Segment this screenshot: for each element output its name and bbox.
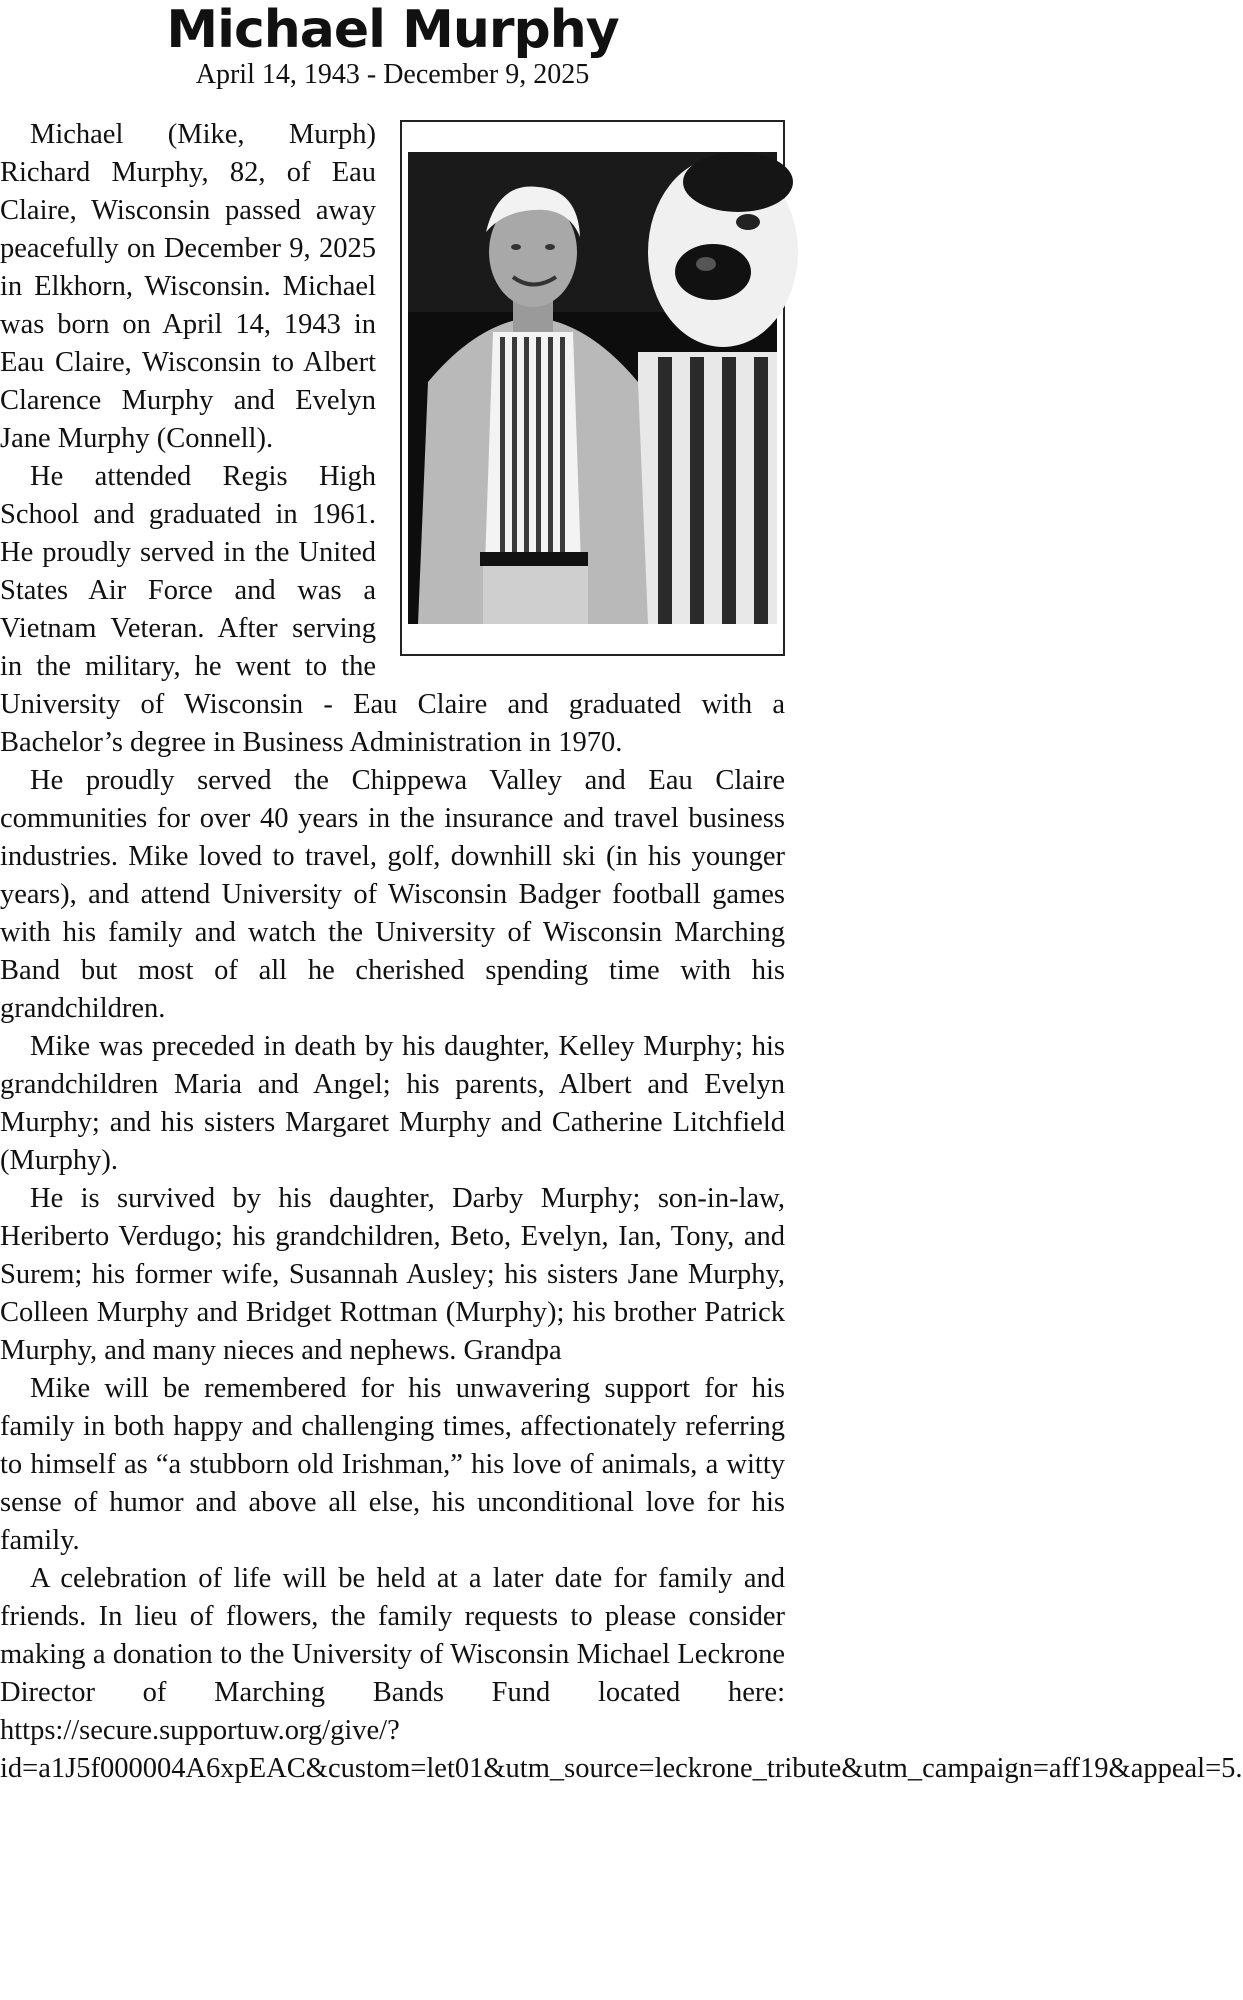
obituary-paragraph: Mike was preceded in death by his daughter, Kelley Murphy; his grandchildren Maria and Angel; his parents, Albert and Evelyn Murphy; and his sisters Margaret Murphy and Catherine Litchfield (Murphy). (0, 1031, 785, 1176)
portrait-photo-frame (400, 120, 785, 656)
obituary-paragraph: He attended Regis High School and graduated in 1961. He proudly served in the United States Air Force and was a Vietnam Veteran. After serving in the military, he went to the University of Wisconsin - Eau Claire and graduated with a Bachelor’s degree in Business Administration in 1970. (0, 461, 785, 758)
life-dates: April 14, 1943 - December 9, 2025 (195, 59, 590, 90)
deceased-name: Michael Murphy (166, 0, 619, 60)
obituary-paragraph: Mike will be remembered for his unwavering support for his family in both happy and challenging times, affectionately referring to himself as “a stubborn old Irishman,” his love of animals, a witty sense of humor and above all else, his unconditional love for his family. (0, 1373, 785, 1556)
obituary-paragraph: He is survived by his daughter, Darby Murphy; son-in-law, Heriberto Verdugo; his grandchildren, Beto, Evelyn, Ian, Tony, and Surem; his former wife, Susannah Ausley; his sisters Jane Murphy, Colleen Murphy and Bridget Rottman (Murphy); his brother Patrick Murphy, and many nieces and nephews. Grandpa (0, 1183, 785, 1366)
obituary-paragraph: He proudly served the Chippewa Valley and Eau Claire communities for over 40 years in the insurance and travel business industries. Mike loved to travel, golf, downhill ski (in his younger years), and attend University of Wisconsin Badger football games with his family and watch the University of Wisconsin Marching Band but most of all he cherished spending time with his grandchildren. (0, 765, 785, 1024)
obituary-paragraph: A celebration of life will be held at a later date for family and friends. In lieu of flowers, the family requests to please consider making a donation to the University of Wisconsin Michael Leckrone Director of Marching Bands Fund located here: https://secure.supportuw.org/give/?id=a1J5f000004A6xpEAC&custom=let01&utm_source=leckrone_tribute&utm_campaign=aff19&appeal=5. (0, 1563, 1243, 1784)
obituary-paragraph: Michael (Mike, Murph) Richard Murphy, 82, of Eau Claire, Wisconsin passed away peacefully on December 9, 2025 in Elkhorn, Wisconsin. Michael was born on April 14, 1943 in Eau Claire, Wisconsin to Albert Clarence Murphy and Evelyn Jane Murphy (Connell). (0, 119, 376, 454)
obituary-body (0, 116, 1243, 1788)
portrait-photo-icon (408, 152, 777, 624)
